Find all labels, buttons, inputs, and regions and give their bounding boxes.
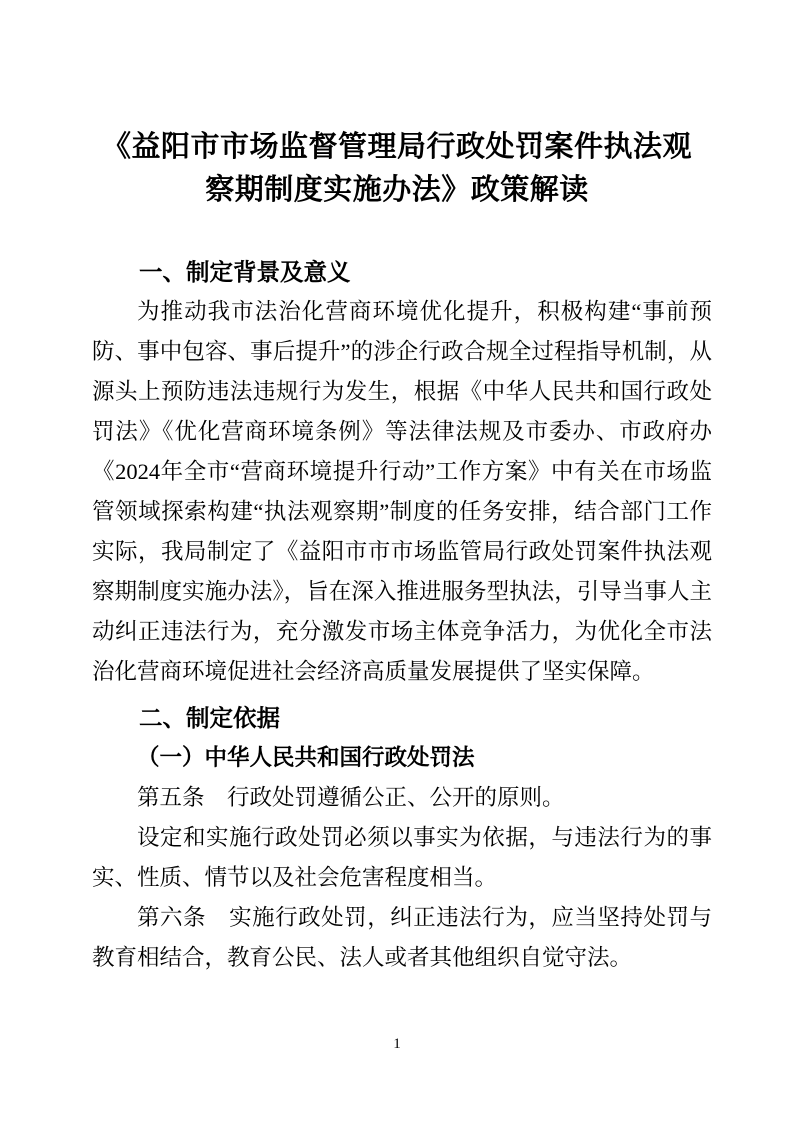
page-number: 1 bbox=[393, 1036, 401, 1052]
document-body bbox=[92, 252, 712, 978]
article-6-paragraph: 第六条 实施行政处罚，纠正违法行为，应当坚持处罚与教育相结合，教育公民、法人或者其他组织自觉守法。 bbox=[92, 905, 712, 970]
document-title bbox=[0, 0, 794, 212]
section-1-heading: 一、制定背景及意义 bbox=[139, 259, 351, 285]
section-2-heading: 二、制定依据 bbox=[139, 705, 280, 731]
article-5-paragraph: 第五条 行政处罚遵循公正、公开的原则。 bbox=[137, 785, 565, 810]
section-2-sub-1-heading: （一）中华人民共和国行政处罚法 bbox=[137, 745, 475, 770]
article-5-paragraph-2: 设定和实施行政处罚必须以事实为依据，与违法行为的事实、性质、情节以及社会危害程度相当。 bbox=[92, 825, 712, 890]
document-title-line-1: 《益阳市市场监督管理局行政处罚案件执法观 bbox=[101, 131, 692, 163]
section-1-paragraph: 为推动我市法治化营商环境优化提升，积极构建“事前预防、事中包容、事后提升”的涉企行政合规全过程指导机制，从源头上预防违法违规行为发生，根据《中华人民共和国行政处罚法》《优化营商环境条例》等法律法规及市委办、市政府办《2024年全市“营商环境提升行动”工作方案》中有关在市场监管领域探索构建“执法观察期”制度的任务安排，结合部门工作实际，我局制定了《益阳市市市场监管局行政处罚案件执法观察期制度实施办法》，旨在深入推进服务型执法，引导当事人主动纠正违法行为，充分激发市场主体竞争活力，为优化全市法治化营商环境促进社会经济高质量发展提供了坚实保障。 bbox=[92, 299, 712, 684]
document-title-line-2: 察期制度实施办法》政策解读 bbox=[205, 174, 589, 206]
